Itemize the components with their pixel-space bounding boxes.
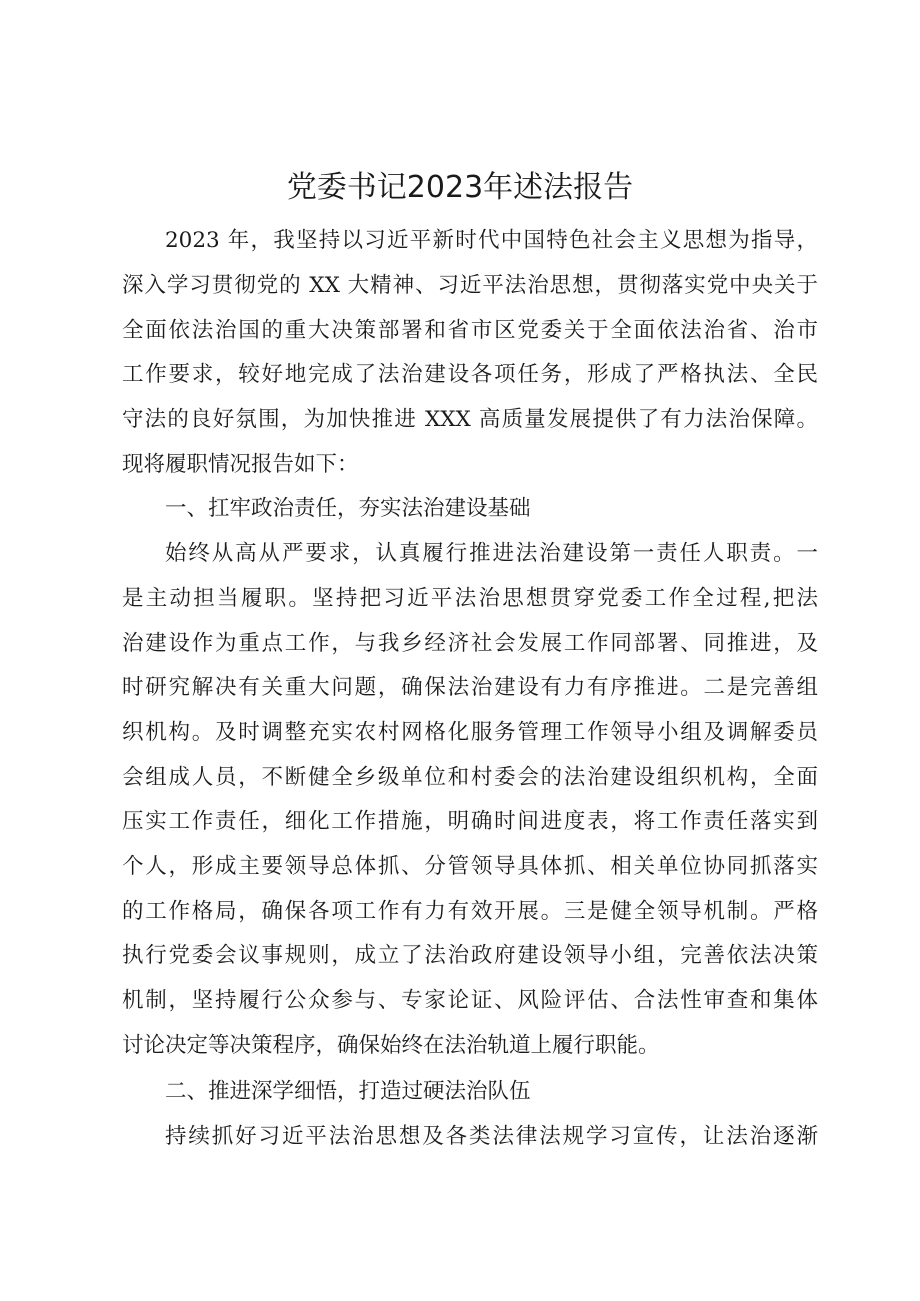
section1-line: 执行党委会议事规则，成立了法治政府建设领导小组，完善依法决策 [122, 943, 818, 968]
section1-line: 的工作格局，确保各项工作有力有效开展。三是健全领导机制。严格 [122, 899, 818, 924]
section1-line: 压实工作责任，细化工作措施，明确时间进度表，将工作责任落实到 [122, 809, 818, 834]
section1-line: 机制，坚持履行公众参与、专家论证、风险评估、合法性审查和集体 [122, 988, 818, 1013]
section1-line: 会组成人员，不断健全乡级单位和村委会的法治建设组织机构，全面 [122, 765, 818, 790]
section2-heading: 二、推进深学细悟，打造过硬法治队伍 [165, 1079, 531, 1104]
intro-line: 工作要求，较好地完成了法治建设各项任务，形成了严格执法、全民 [122, 362, 818, 387]
intro-line: 2023 年，我坚持以习近平新时代中国特色社会主义思想为指导， [165, 228, 818, 253]
document-title: 党委书记2023年述法报告 [286, 170, 634, 205]
section1-line: 治建设作为重点工作，与我乡经济社会发展工作同部署、同推进，及 [122, 631, 818, 656]
section1-line: 始终从高从严要求，认真履行推进法治建设第一责任人职责。一 [165, 541, 818, 566]
section1-line: 讨论决定等决策程序，确保始终在法治轨道上履行职能。 [122, 1033, 660, 1058]
section1-heading: 一、扛牢政治责任，夯实法治建设基础 [165, 496, 531, 521]
intro-line: 全面依法治国的重大决策部署和省市区党委关于全面依法治省、治市 [122, 318, 818, 343]
section1-line: 个人，形成主要领导总体抓、分管领导具体抓、相关单位协同抓落实 [122, 854, 818, 879]
section1-line: 是主动担当履职。坚持把习近平法治思想贯穿党委工作全过程,把法 [122, 586, 818, 611]
intro-line: 深入学习贯彻党的 XX 大精神、习近平法治思想，贯彻落实党中央关于 [122, 273, 818, 298]
section2-line: 持续抓好习近平法治思想及各类法律法规学习宣传，让法治逐渐 [165, 1124, 818, 1149]
section1-line: 时研究解决有关重大问题，确保法治建设有力有序推进。二是完善组 [122, 675, 818, 700]
intro-line: 现将履职情况报告如下： [122, 452, 359, 477]
section1-line: 织机构。及时调整充实农村网格化服务管理工作领导小组及调解委员 [122, 720, 818, 745]
intro-line: 守法的良好氛围，为加快推进 XXX 高质量发展提供了有力法治保障。 [122, 407, 818, 432]
